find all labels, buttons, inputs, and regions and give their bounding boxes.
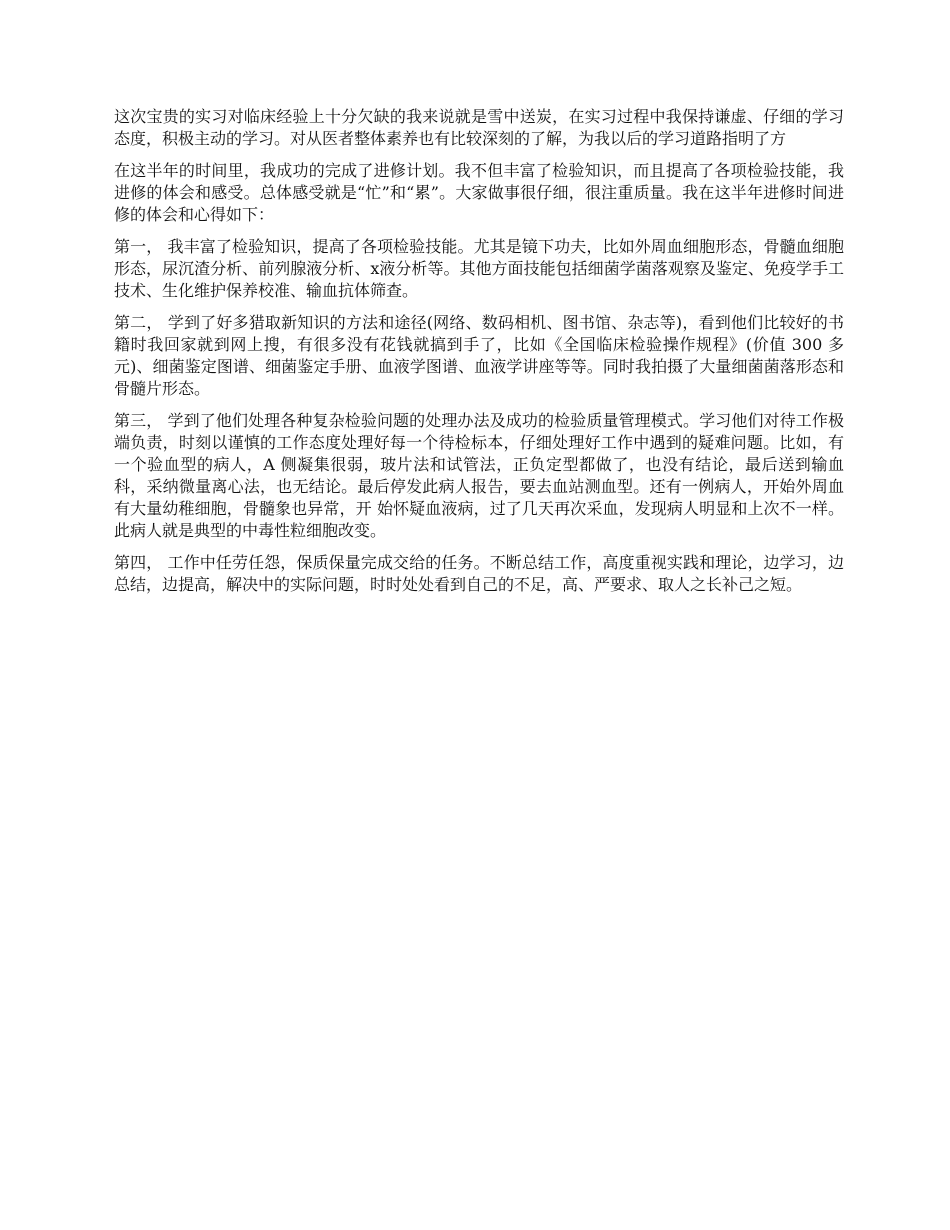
paragraph-second: 第二， 学到了好多猎取新知识的方法和途径(网络、数码相机、图书馆、杂志等)，看到他们比较好的书籍时我回家就到网上搜，有很多没有花钱就搞到手了，比如《全国临床检验操作规程》(价值 300 多元)、细菌鉴定图谱、细菌鉴定手册、血液学图谱、血液学讲座等等。同时我拍摄了大量细菌菌落形态和骨髓片形态。 [114, 313, 844, 398]
paragraph-fourth: 第四， 工作中任劳任怨，保质保量完成交给的任务。不断总结工作，高度重视实践和理论，边学习，边总结，边提高，解决中的实际问题，时时处处看到自己的不足，高、严要求、取人之长补己之短。 [114, 553, 844, 594]
document-body [114, 106, 844, 606]
paragraph-first: 第一， 我丰富了检验知识，提高了各项检验技能。尤其是镜下功夫，比如外周血细胞形态，骨髓血细胞形态，尿沉渣分析、前列腺液分析、x液分析等。其他方面技能包括细菌学菌落观察及鉴定、免疫学手工技术、生化维护保养校准、输血抗体筛查。 [114, 237, 844, 300]
paragraph-overview: 在这半年的时间里，我成功的完成了进修计划。我不但丰富了检验知识，而且提高了各项检验技能，我进修的体会和感受。总体感受就是“忙”和“累”。大家做事很仔细，很注重质量。我在这半年进修时间进修的体会和心得如下： [114, 161, 844, 224]
paragraph-intro: 这次宝贵的实习对临床经验上十分欠缺的我来说就是雪中送炭，在实习过程中我保持谦虚、仔细的学习态度，积极主动的学习。对从医者整体素养也有比较深刻的了解，为我以后的学习道路指明了方 [114, 107, 844, 148]
paragraph-third: 第三， 学到了他们处理各种复杂检验问题的处理办法及成功的检验质量管理模式。学习他们对待工作极端负责，时刻以谨慎的工作态度处理好每一个待检标本，仔细处理好工作中遇到的疑难问题。比如，有一个验血型的病人，A 侧凝集很弱，玻片法和试管法，正负定型都做了，也没有结论，最后送到输血科，采纳微量离心法，也无结论。最后停发此病人报告，要去血站测血型。还有一例病人，开始外周血有大量幼稚细胞，骨髓象也异常，开 始怀疑血液病，过了几天再次采血，发现病人明显和上次不一样。此病人就是典型的中毒性粒细胞改变。 [114, 411, 844, 540]
